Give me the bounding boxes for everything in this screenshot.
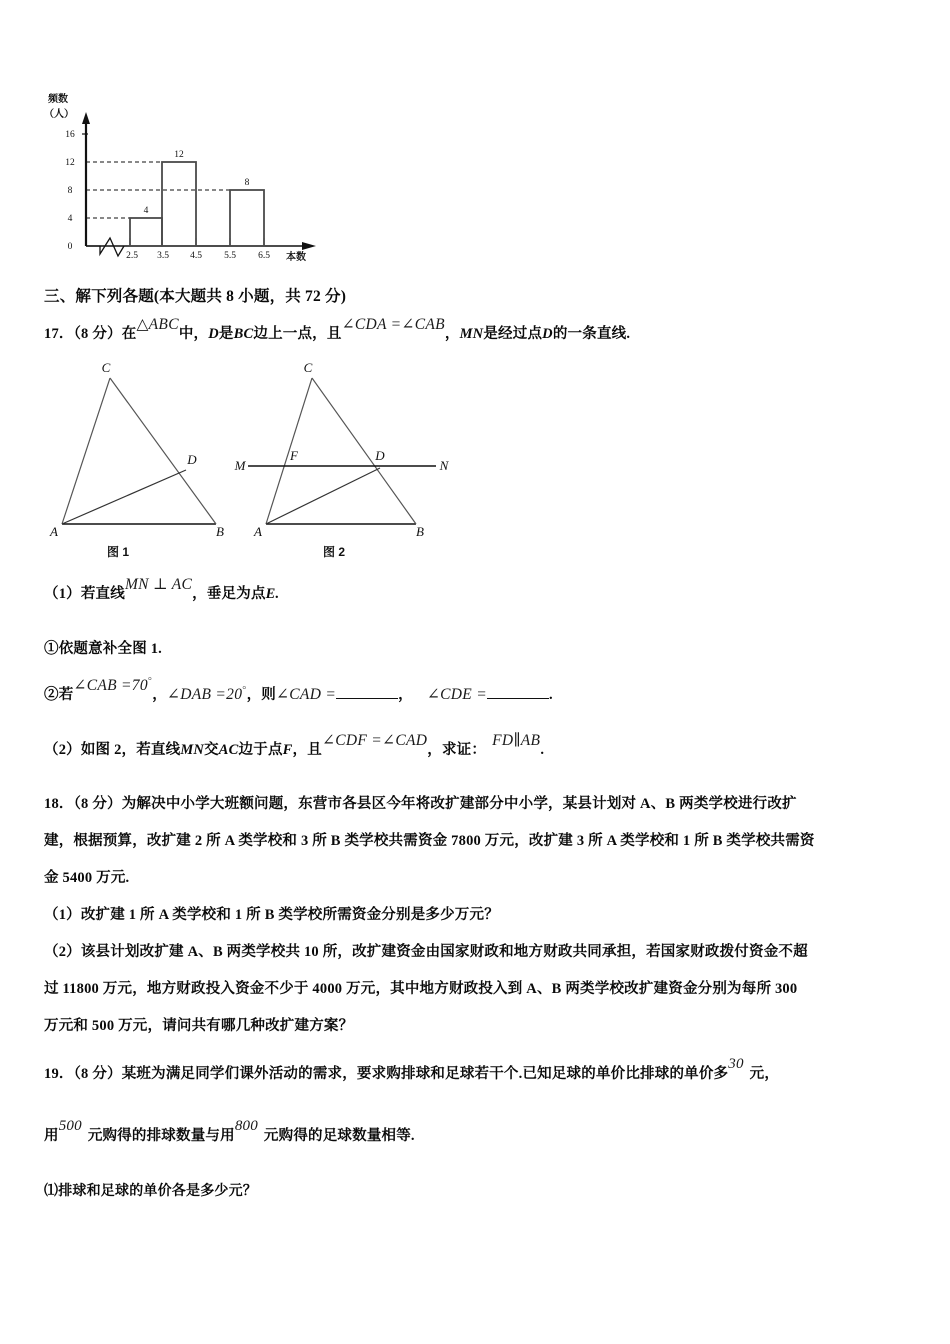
q17-math-angle-equality: ∠CDA =∠CAB <box>341 316 445 333</box>
q17-part2-math: ∠CDF =∠CAD <box>321 732 428 749</box>
question-18-part-1: （1）改扩建 1 所 A 类学校和 1 所 B 类学校所需资金分别是多少万元？ <box>44 907 499 923</box>
y-tick-16: 16 <box>65 130 75 140</box>
q17-part2-mn: MN <box>180 742 205 758</box>
x-axis-label: 本数 <box>286 252 306 263</box>
q17-item2-then: 则 <box>261 687 276 703</box>
question-18-line-2: 建，根据预算，改扩建 2 所 A 类学校和 3 所 B 类学校共需资金 7800 万元，改扩建 3 所 A 类学校和 1 所 B 类学校共需资 <box>44 833 815 849</box>
q19-line1-text-b: 元， <box>749 1066 780 1082</box>
x-tick-2-5: 2.5 <box>126 251 138 261</box>
q17-part1-postfix: ，垂足为点 <box>192 586 266 602</box>
q17-item2-end: . <box>548 687 553 703</box>
q17-part1-point-e: E. <box>265 586 280 602</box>
q17-text-f: 的一条直线. <box>552 326 631 342</box>
q17-number: 17．（8 分）在 <box>44 326 137 342</box>
question-17-part-2 <box>44 732 545 759</box>
fig2-seg-ad <box>266 468 380 524</box>
answer-blank-cde[interactable] <box>487 686 549 699</box>
q17-part2-prove: ，求证： <box>427 742 487 758</box>
q19-line1-text-a: 19．（8 分）某班为满足同学们课外活动的需求，要求购排球和足球若干个.已知足球的单价比排球的单价多 <box>44 1066 729 1082</box>
figure-2-caption: 图 2 <box>322 545 346 559</box>
q17-item2-angle-cab: ∠CAB =70° <box>73 675 153 694</box>
bar-5-5-to-6-5 <box>230 190 264 246</box>
q17-part2-end: . <box>540 742 545 758</box>
fig1-label-d: D <box>187 452 197 467</box>
fig2-label-b: B <box>416 524 424 539</box>
y-axis-ticks <box>65 130 88 252</box>
q19-line2-text-c: 元购得的足球数量相等. <box>263 1128 415 1144</box>
y-tick-8: 8 <box>67 186 73 196</box>
bar-label-12: 12 <box>174 150 184 160</box>
y-tick-0: 0 <box>67 242 73 252</box>
q17-text-e: 是经过点 <box>483 326 543 342</box>
fig2-label-c: C <box>303 360 313 375</box>
question-18-part-2-line-3: 万元和 500 万元，请问共有哪几种改扩建方案？ <box>44 1018 354 1034</box>
bar-label-8: 8 <box>244 178 250 188</box>
question-18-part-2-line-1: （2）该县计划改扩建 A、B 两类学校共 10 所，改扩建资金由国家财政和地方财政共同承担，若国家财政拨付资金不超 <box>44 944 808 960</box>
question-17-item-2 <box>44 675 553 704</box>
question-19-line-2 <box>44 1118 415 1145</box>
q17-line-mn: MN <box>459 326 484 342</box>
question-18-part-2-line-2: 过 11800 万元，地方财政投入资金不少于 4000 万元，其中地方财政投入到 A、B 两类学校改扩建资金分别为每所 300 <box>44 981 798 997</box>
q17-item2-prefix: ②若 <box>44 687 74 703</box>
question-19-line-1 <box>44 1056 780 1083</box>
x-axis-arrow <box>302 242 316 250</box>
q19-value-800: 800 <box>234 1118 258 1134</box>
question-19-part-1: ⑴排球和足球的单价各是多少元？ <box>44 1184 257 1199</box>
q17-part2-mid: 交 <box>204 742 219 758</box>
q17-part2-and: ，且 <box>292 742 322 758</box>
q17-item2-comma: ， <box>398 687 413 703</box>
histogram-svg <box>44 88 364 263</box>
bar-label-4: 4 <box>143 206 149 216</box>
q19-line2-text-b: 元购得的排球数量与用 <box>87 1128 235 1144</box>
figure-2 <box>234 360 450 539</box>
question-17-part-1 <box>44 576 280 603</box>
question-17-item-1: ①依题意补全图 1. <box>44 641 162 657</box>
q17-item2-angle-dab: ∠DAB =20° <box>166 684 247 703</box>
figures-svg <box>44 356 464 561</box>
q17-text-c: 边上一点，且 <box>253 326 342 342</box>
grid-guides <box>86 162 230 218</box>
x-tick-6-5: 6.5 <box>258 251 270 261</box>
y-axis-label-line1: 频数 <box>48 94 68 105</box>
q17-part1-prefix: （1）若直线 <box>44 586 125 602</box>
q19-value-500: 500 <box>58 1118 82 1134</box>
fig2-label-a: A <box>254 524 262 539</box>
q17-item2-sep-2: ， <box>246 687 262 703</box>
fig2-label-n: N <box>439 458 449 473</box>
question-18-line-1: 18．（8 分）为解决中小学大班额问题，东营市各县区今年将改扩建部分中小学，某县计划对 A、B 两类学校进行改扩 <box>44 796 797 812</box>
fig2-label-d: D <box>375 448 385 463</box>
fig1-label-a: A <box>50 524 58 539</box>
q17-math-triangle: △ABC <box>136 316 179 333</box>
figure-1-caption: 图 1 <box>106 545 130 559</box>
section-heading: 三、解下列各题(本大题共 8 小题，共 72 分) <box>44 288 347 305</box>
bar-2-5-to-3-5 <box>130 218 162 246</box>
figure-1 <box>49 360 224 539</box>
fig1-side-cb <box>110 378 216 524</box>
q19-value-30: 30 <box>728 1056 744 1072</box>
q17-part2-ac: AC <box>218 742 239 758</box>
histogram-bars <box>130 162 264 246</box>
answer-blank-cad[interactable] <box>336 686 398 699</box>
fig1-seg-ad <box>62 470 186 524</box>
x-tick-3-5: 3.5 <box>157 251 169 261</box>
x-tick-4-5: 4.5 <box>190 251 202 261</box>
question-17-figures <box>44 356 464 561</box>
fig2-label-f: F <box>290 448 298 463</box>
q19-line2-text-a: 用 <box>44 1128 59 1144</box>
frequency-histogram <box>44 88 364 263</box>
x-tick-5-5: 5.5 <box>224 251 236 261</box>
fig1-label-c: C <box>101 360 111 375</box>
fig2-side-ac <box>266 378 312 524</box>
x-axis-ticks <box>126 238 306 263</box>
q17-text-b: 是 <box>218 326 234 342</box>
question-18-line-3: 金 5400 万元. <box>44 870 130 886</box>
q17-item2-angle-cad: ∠CAD = <box>276 686 337 703</box>
q17-part2-prefix: （2）如图 2，若直线 <box>44 742 181 758</box>
fig1-side-ac <box>62 378 110 524</box>
fig2-label-m: M <box>234 458 246 473</box>
y-tick-4: 4 <box>67 214 73 224</box>
q17-point-d: D <box>208 326 219 342</box>
q17-part2-mid-2: 边于点 <box>238 742 283 758</box>
q17-part1-math: MN ⊥ AC <box>124 576 193 593</box>
y-axis-label-line2: （人） <box>44 109 74 120</box>
y-tick-12: 12 <box>65 158 75 168</box>
q17-item2-sep-1: ， <box>152 687 167 703</box>
y-axis-arrow <box>82 112 90 124</box>
q17-point-d2: D <box>542 326 553 342</box>
q17-item2-angle-cde: ∠CDE = <box>426 686 487 703</box>
q17-text-d: ， <box>444 326 460 342</box>
fig1-label-b: B <box>216 524 224 539</box>
axis-break-zigzag <box>86 238 124 256</box>
fig2-side-cb <box>312 378 416 524</box>
bar-3-5-to-4-5 <box>162 162 196 246</box>
q17-text-a: 中， <box>178 326 209 342</box>
question-17-stem <box>44 316 631 343</box>
q17-seg-bc: BC <box>233 326 254 342</box>
q17-part2-conclusion: FD∥AB <box>492 732 541 749</box>
q17-part2-f: F <box>282 742 293 758</box>
